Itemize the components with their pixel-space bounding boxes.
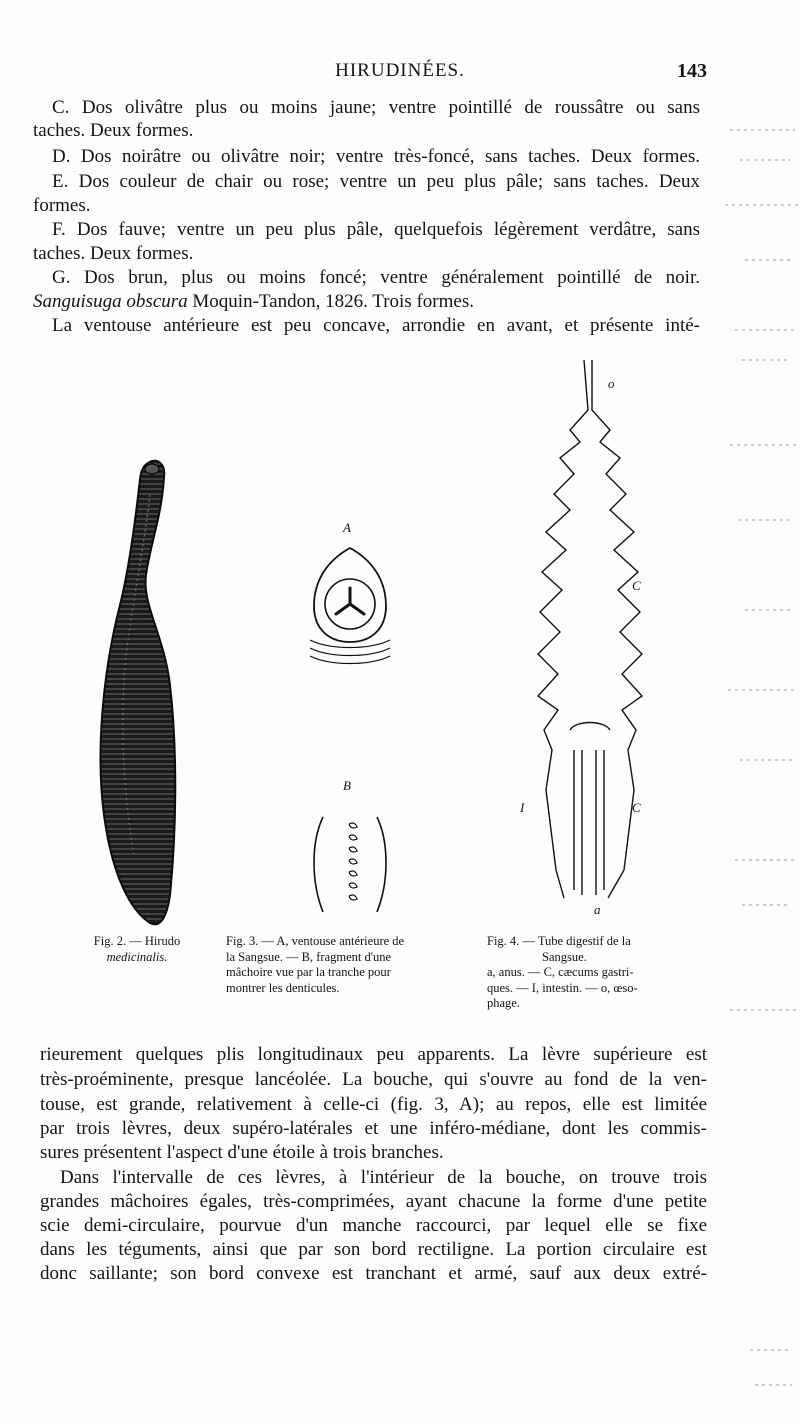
fig3-label-b: B	[343, 778, 351, 793]
caption-line: la Sangsue. — B, fragment d'une	[226, 949, 392, 964]
digestive-tube-illustration	[500, 350, 660, 910]
text-line: G. Dos brun, plus ou moins foncé; ventre généralement pointillé de noir.	[52, 267, 700, 288]
text-line: Dans l'intervalle de ces lèvres, à l'intérieur de la bouche, on trouve trois	[60, 1167, 707, 1188]
text-line: sures présentent l'aspect d'une étoile à trois branches.	[40, 1142, 444, 1163]
caption-line: medicinalis.	[106, 949, 168, 964]
jaw-fragment-illustration	[305, 812, 400, 917]
text-line: donc saillante; son bord convexe est tranchant et armé, sauf aux deux extré-	[40, 1263, 707, 1284]
fig2-caption	[72, 934, 202, 965]
fig4-label-c-lower: C	[632, 800, 641, 815]
text-line: scie demi-circulaire, pourvue d'un manche raccourci, par lequel elle se fixe	[40, 1215, 707, 1236]
text-line: grandes mâchoires égales, très-comprimées, ayant chacune la forme d'une petite	[40, 1191, 707, 1212]
fig4-label-i: I	[520, 800, 525, 815]
text-line: taches. Deux formes.	[33, 243, 194, 264]
text-line: dans les téguments, ainsi que par son bord rectiligne. La portion circulaire est	[40, 1239, 707, 1260]
caption-line: phage.	[487, 996, 520, 1010]
fig4-label-o: o	[608, 376, 615, 391]
text-line: E. Dos couleur de chair ou rose; ventre un peu plus pâle; sans taches. Deux	[52, 171, 700, 192]
text-line: touse, est grande, relativement à celle-ci (fig. 3, A); au repos, elle est limitée	[40, 1094, 707, 1115]
caption-line: a, anus. — C, cæcums gastri-	[487, 965, 634, 979]
running-title: HIRUDINÉES.	[335, 60, 465, 81]
text-line: La ventouse antérieure est peu concave, arrondie en avant, et présente inté-	[52, 315, 700, 336]
caption-line: mâchoire vue par la tranche pour	[226, 965, 391, 979]
text-line: C. Dos olivâtre plus ou moins jaune; ventre pointillé de roussâtre ou sans	[52, 97, 700, 118]
synonym-author: Moquin-Tandon, 1826. Trois formes.	[192, 291, 474, 312]
leech-illustration	[90, 455, 200, 935]
synonym-italic: Sanguisuga obscura	[33, 291, 188, 312]
caption-line: Fig. 4. — Tube digestif de la	[487, 934, 631, 948]
fig3-label-a: A	[343, 520, 351, 535]
caption-line: Fig. 3. — A, ventouse antérieure de	[226, 934, 405, 948]
fig4-caption	[487, 934, 638, 1012]
text-line: formes.	[33, 195, 91, 216]
text-line: D. Dos noirâtre ou olivâtre noir; ventre très-foncé, sans taches. Deux formes.	[52, 146, 700, 167]
fig4-label-a: a	[594, 902, 601, 917]
caption-line: ques. — I, intestin. — o, œso-	[487, 980, 638, 995]
text-line: par trois lèvres, deux supéro-latérales et une inféro-médiane, dont les commis-	[40, 1118, 707, 1139]
fig4-label-c: C	[632, 578, 641, 593]
fig3-caption	[226, 934, 404, 996]
text-line: F. Dos fauve; ventre un peu plus pâle, quelquefois légèrement verdâtre, sans	[52, 219, 700, 240]
text-line: très-proéminente, presque lancéolée. La bouche, qui s'ouvre au fond de la ven-	[40, 1069, 707, 1090]
margin-scan-noise	[720, 0, 800, 1424]
sucker-illustration	[300, 540, 400, 670]
page-number: 143	[677, 60, 707, 82]
synonym-line	[33, 290, 700, 313]
caption-line: montrer les denticules.	[226, 980, 340, 995]
caption-line: Fig. 2. — Hirudo	[93, 934, 181, 948]
text-line: taches. Deux formes.	[33, 120, 194, 141]
caption-line: Sangsue.	[542, 949, 587, 964]
text-line: rieurement quelques plis longitudinaux peu apparents. La lèvre supérieure est	[40, 1044, 707, 1065]
